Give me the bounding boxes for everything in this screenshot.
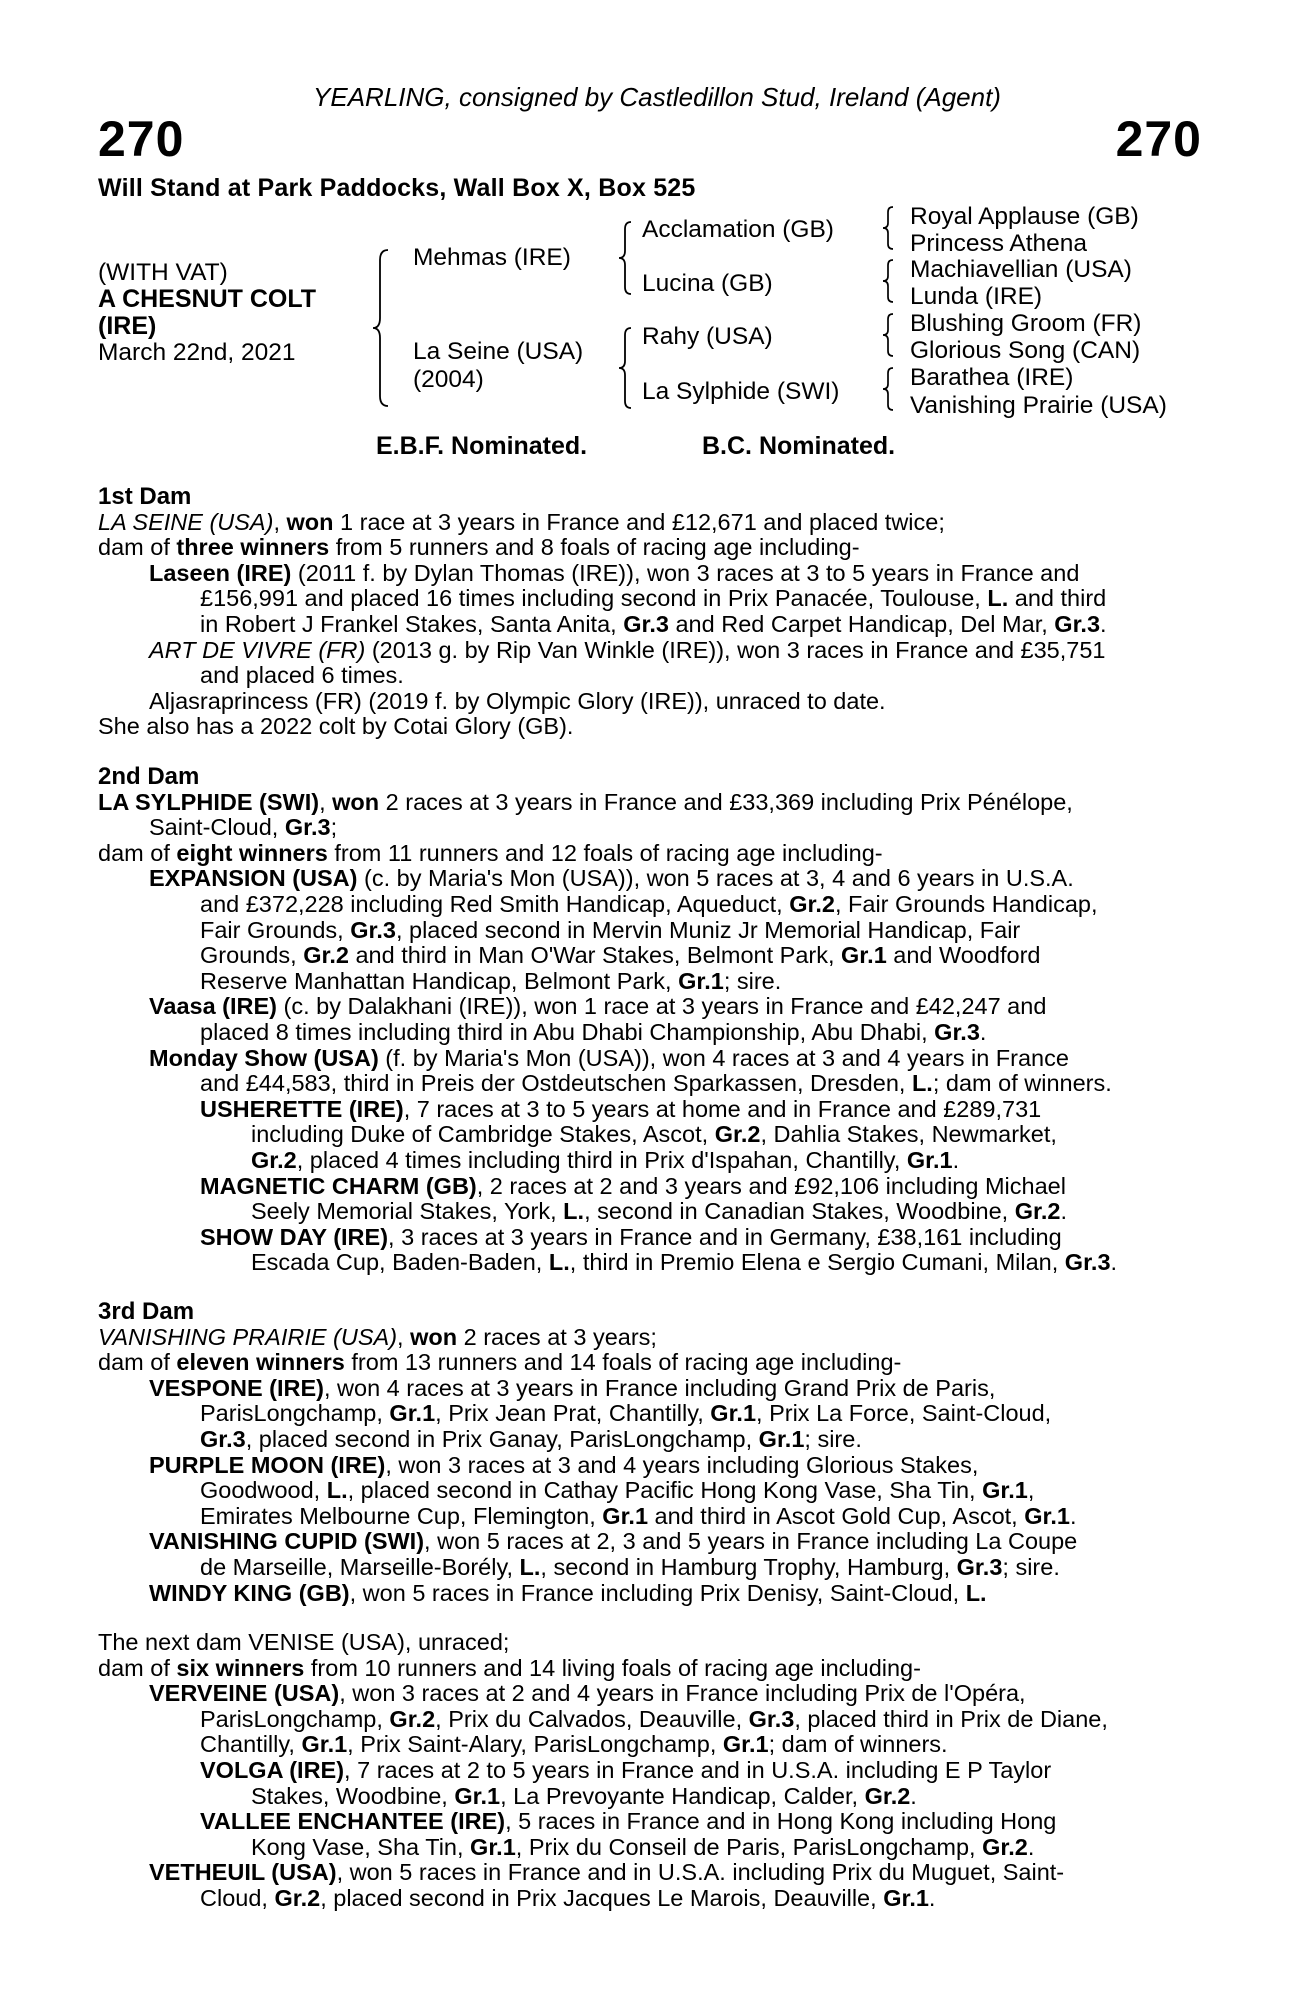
section-heading: 3rd Dam	[98, 1298, 195, 1325]
text: ; sire.	[804, 1425, 862, 1452]
text: and third in Ascot Gold Cup, Ascot,	[648, 1502, 1025, 1529]
progeny-name: MAGNETIC CHARM (GB)	[200, 1172, 477, 1199]
text: 2 races at 3 years;	[457, 1323, 657, 1350]
g3-brace-2	[880, 258, 896, 304]
text: .	[1069, 1502, 1077, 1529]
horse-dob: March 22nd, 2021	[98, 339, 296, 366]
text: 2 races at 3 years in France and £33,369 including Prix Pénélope,	[379, 788, 1073, 815]
dam-brace	[616, 326, 634, 410]
text: (c. by Maria's Mon (USA)), won 5 races at 3, 4 and 6 years in U.S.A.	[357, 865, 1074, 892]
text: and placed 6 times.	[200, 662, 404, 689]
sire-sire: Acclamation (GB)	[642, 216, 834, 243]
text: Gr.2	[714, 1121, 761, 1148]
text: (2013 g. by Rip Van Winkle (IRE)), won 3 races in France and £35,751	[365, 636, 1106, 663]
text: ;	[330, 814, 338, 841]
text: in Robert J Frankel Stakes, Santa Anita,	[200, 610, 624, 637]
text: dam of	[98, 534, 177, 561]
text: Gr.2	[864, 1782, 911, 1809]
text: £156,991 and placed 16 times including second in Prix Panacée, Toulouse,	[200, 585, 988, 612]
text: ParisLongchamp,	[200, 1400, 390, 1427]
text: Emirates Melbourne Cup, Flemington,	[200, 1502, 603, 1529]
text: Aljasraprincess (FR) (2019 f. by Olympic Glory (IRE)), unraced to date.	[149, 687, 886, 714]
text: , Prix du Calvados, Deauville,	[435, 1705, 749, 1732]
text: Gr.2	[389, 1705, 436, 1732]
text: Cloud,	[200, 1884, 275, 1911]
lot-number-right: 270	[1115, 111, 1202, 167]
text: ; sire.	[1002, 1553, 1060, 1580]
text: three winners	[176, 534, 330, 561]
horse-name-suffix: (IRE)	[98, 312, 157, 340]
text: , 5 races in France and in Hong Kong including Hong	[505, 1808, 1057, 1835]
text: from 5 runners and 8 foals of racing age including-	[329, 534, 860, 561]
g3-1: Royal Applause (GB)	[910, 203, 1139, 230]
text: Fair Grounds,	[200, 916, 351, 943]
text: Gr.2	[251, 1146, 297, 1173]
progeny-name: PURPLE MOON (IRE)	[149, 1451, 386, 1478]
g3-6: Glorious Song (CAN)	[910, 337, 1141, 364]
text: six winners	[176, 1654, 305, 1681]
lot-number-left: 270	[98, 111, 185, 167]
text: Gr.2	[274, 1884, 321, 1911]
text: Gr.3	[350, 916, 396, 943]
text: , won 4 races at 3 years in France including Grand Prix de Paris,	[323, 1374, 996, 1401]
text: won	[332, 788, 380, 815]
dam-name: LA SYLPHIDE (SWI)	[98, 788, 320, 815]
text: L.	[548, 1249, 570, 1276]
text: (f. by Maria's Mon (USA)), won 4 races at 3 and 4 years in France	[378, 1044, 1069, 1071]
text: .	[952, 1146, 960, 1173]
dam: La Seine (USA)	[413, 338, 584, 365]
text: Gr.3	[200, 1425, 246, 1452]
text: , La Prevoyante Handicap, Calder,	[500, 1782, 865, 1809]
text: , placed 4 times including third in Prix d'Ispahan, Chantilly,	[296, 1146, 907, 1173]
progeny-name: VALLEE ENCHANTEE (IRE)	[200, 1808, 506, 1835]
text: Grounds,	[200, 942, 304, 969]
progeny-name: VOLGA (IRE)	[200, 1756, 345, 1783]
g3-4: Lunda (IRE)	[910, 283, 1043, 310]
text: ,	[319, 788, 333, 815]
text: Gr.2	[303, 942, 349, 969]
progeny-name: SHOW DAY (IRE)	[200, 1223, 389, 1250]
text: from 11 runners and 12 foals of racing age including-	[327, 839, 883, 866]
text: Gr.3	[623, 610, 669, 637]
third-dam-section	[98, 1299, 1206, 1606]
text: , won 5 races in France and in U.S.A. including Prix du Muguet, Saint-	[336, 1859, 1065, 1886]
bc-nomination: B.C. Nominated.	[702, 432, 896, 460]
text: She also has a 2022 colt by Cotai Glory (GB).	[98, 713, 574, 740]
text: Seely Memorial Stakes, York,	[251, 1198, 564, 1225]
text: .	[1110, 1249, 1118, 1276]
text: .	[1027, 1833, 1035, 1860]
text: Gr.1	[722, 1731, 769, 1758]
text: including Duke of Cambridge Stakes, Ascot,	[251, 1121, 715, 1148]
second-dam-section	[98, 764, 1206, 1276]
text: L.	[965, 1579, 987, 1606]
text: , 7 races at 3 to 5 years at home and in France and £289,731	[403, 1095, 1042, 1122]
text: Gr.3	[1054, 610, 1101, 637]
text: , 3 races at 3 years in France and in Germany, £38,161 including	[388, 1223, 1062, 1250]
text: ,	[273, 508, 287, 535]
text: Gr.1	[1024, 1502, 1070, 1529]
text: Gr.3	[956, 1553, 1003, 1580]
section-heading: 2nd Dam	[98, 763, 200, 790]
text: , 2 races at 2 and 3 years and £92,106 including Michael	[476, 1172, 1066, 1199]
vat-note: (WITH VAT)	[98, 259, 228, 286]
g3-8: Vanishing Prairie (USA)	[910, 392, 1167, 419]
text: , won 3 races at 2 and 4 years in France including Prix de l'Opéra,	[339, 1680, 1026, 1707]
text: Gr.1	[301, 1731, 348, 1758]
progeny-name: Monday Show (USA)	[149, 1044, 379, 1071]
progeny-name: Laseen (IRE)	[149, 559, 292, 586]
text: Gr.1	[710, 1400, 757, 1427]
text: , Prix Jean Prat, Chantilly,	[435, 1400, 711, 1427]
text: Saint-Cloud,	[149, 814, 285, 841]
text: Kong Vase, Sha Tin,	[251, 1833, 471, 1860]
progeny-name: EXPANSION (USA)	[149, 865, 358, 892]
text: Gr.2	[789, 890, 835, 917]
progeny-name: ART DE VIVRE (FR)	[149, 636, 366, 663]
dam-dam: La Sylphide (SWI)	[642, 378, 840, 405]
text: L.	[563, 1198, 585, 1225]
text: Gr.1	[454, 1782, 501, 1809]
text: and £44,583, third in Preis der Ostdeutschen Sparkassen, Dresden,	[200, 1070, 912, 1097]
text: L.	[519, 1553, 541, 1580]
text: L.	[987, 585, 1009, 612]
text: Reserve Manhattan Handicap, Belmont Park,	[200, 967, 679, 994]
text: placed 8 times including third in Abu Dhabi Championship, Abu Dhabi,	[200, 1018, 935, 1045]
progeny-name: WINDY KING (GB)	[149, 1579, 350, 1606]
text: Gr.1	[883, 1884, 929, 1911]
text: Goodwood,	[200, 1477, 327, 1504]
g3-brace-4	[880, 366, 896, 412]
text: Gr.1	[470, 1833, 516, 1860]
horse-name: A CHESNUT COLT	[98, 285, 317, 313]
text: Gr.1	[841, 942, 887, 969]
text: eight winners	[176, 839, 328, 866]
text: .	[928, 1884, 936, 1911]
text: Gr.1	[678, 967, 724, 994]
text: .	[979, 1018, 987, 1045]
text: Gr.3	[284, 814, 331, 841]
progeny-name: VANISHING CUPID (SWI)	[149, 1528, 425, 1555]
dam-sire: Rahy (USA)	[642, 323, 773, 350]
text: , second in Canadian Stakes, Woodbine,	[584, 1198, 1015, 1225]
pedigree-brace	[370, 248, 392, 408]
text: Gr.1	[982, 1477, 1028, 1504]
text: and £372,228 including Red Smith Handicap, Aqueduct,	[200, 890, 790, 917]
text: Gr.3	[934, 1018, 980, 1045]
text: and third	[1008, 585, 1107, 612]
text: Gr.1	[389, 1400, 436, 1427]
g3-brace-3	[880, 312, 896, 358]
text: won	[410, 1323, 458, 1350]
section-heading: 1st Dam	[98, 483, 192, 510]
first-dam-section	[98, 484, 1206, 740]
text: The next dam VENISE (USA), unraced;	[98, 1629, 510, 1655]
text: ; dam of winners.	[932, 1070, 1112, 1097]
g3-7: Barathea (IRE)	[910, 364, 1074, 391]
dam-year: (2004)	[413, 366, 484, 393]
dam-name: LA SEINE (USA)	[98, 508, 274, 535]
text: and Woodford	[886, 942, 1041, 969]
text: de Marseille, Marseille-Borély,	[200, 1553, 520, 1580]
text: Gr.1	[758, 1425, 805, 1452]
dam-name: VANISHING PRAIRIE (USA)	[98, 1323, 398, 1350]
text: L.	[326, 1477, 348, 1504]
text: , placed second in Prix Ganay, ParisLongchamp,	[245, 1425, 759, 1452]
text: , Prix Saint-Alary, ParisLongchamp,	[347, 1731, 723, 1758]
text: Gr.1	[602, 1502, 649, 1529]
stand-location: Will Stand at Park Paddocks, Wall Box X, Box 525	[98, 174, 696, 202]
text: , placed third in Prix de Diane,	[794, 1705, 1108, 1732]
text: from 13 runners and 14 foals of racing age including-	[344, 1349, 902, 1376]
g3-5: Blushing Groom (FR)	[910, 310, 1142, 337]
sire-dam: Lucina (GB)	[642, 270, 773, 297]
text: Gr.3	[1064, 1249, 1111, 1276]
progeny-name: VERVEINE (USA)	[149, 1680, 340, 1707]
text: (2011 f. by Dylan Thomas (IRE)), won 3 races at 3 to 5 years in France and	[291, 559, 1080, 586]
text: L.	[911, 1070, 933, 1097]
text: (c. by Dalakhani (IRE)), won 1 race at 3 years in France and £42,247 and	[277, 993, 1047, 1020]
text: .	[1100, 610, 1107, 637]
text: dam of	[98, 1349, 177, 1376]
ebf-nomination: E.B.F. Nominated.	[376, 432, 588, 460]
text: Stakes, Woodbine,	[251, 1782, 455, 1809]
text: and Red Carpet Handicap, Del Mar,	[668, 610, 1055, 637]
text: , second in Hamburg Trophy, Hamburg,	[540, 1553, 957, 1580]
text: , Prix La Force, Saint-Cloud,	[756, 1400, 1052, 1427]
sire: Mehmas (IRE)	[413, 244, 571, 271]
text: Gr.1	[906, 1146, 953, 1173]
text: ; sire.	[723, 967, 782, 994]
text: , Prix du Conseil de Paris, ParisLongchamp,	[515, 1833, 983, 1860]
text: ,	[1027, 1477, 1035, 1504]
consignment-line: YEARLING, consigned by Castledillon Stud, Ireland (Agent)	[313, 82, 1001, 112]
text: , third in Premio Elena e Sergio Cumani, Milan,	[569, 1249, 1065, 1276]
text: eleven winners	[176, 1349, 345, 1376]
text: from 10 runners and 14 living foals of racing age including-	[304, 1654, 921, 1681]
next-dam-section	[98, 1630, 1206, 1912]
text: Chantilly,	[200, 1731, 302, 1758]
text: and third in Man O'War Stakes, Belmont Park,	[348, 942, 842, 969]
text: , placed second in Prix Jacques Le Marois, Deauville,	[320, 1884, 884, 1911]
text: dam of	[98, 1654, 177, 1681]
text: .	[1060, 1198, 1068, 1225]
g3-brace-1	[880, 205, 896, 251]
text: dam of	[98, 839, 177, 866]
text: Gr.2	[1014, 1198, 1061, 1225]
text: Gr.3	[748, 1705, 795, 1732]
text: ; dam of winners.	[768, 1731, 948, 1758]
text: won	[286, 508, 334, 535]
text: Escada Cup, Baden-Baden,	[251, 1249, 549, 1276]
progeny-name: VESPONE (IRE)	[149, 1374, 324, 1401]
text: , placed second in Mervin Muniz Jr Memorial Handicap, Fair	[395, 916, 1021, 943]
g3-2: Princess Athena	[910, 230, 1088, 257]
progeny-name: USHERETTE (IRE)	[200, 1095, 404, 1122]
g3-3: Machiavellian (USA)	[910, 256, 1132, 283]
progeny-name: VETHEUIL (USA)	[149, 1859, 337, 1886]
text: , won 3 races at 3 and 4 years including Glorious Stakes,	[385, 1451, 979, 1478]
sire-brace	[616, 220, 634, 296]
text: ,	[397, 1323, 411, 1350]
text: , won 5 races in France including Prix Denisy, Saint-Cloud,	[349, 1579, 966, 1606]
text: ParisLongchamp,	[200, 1705, 390, 1732]
text: , won 5 races at 2, 3 and 5 years in France including La Coupe	[424, 1528, 1078, 1555]
text: Gr.2	[982, 1833, 1028, 1860]
text: , placed second in Cathay Pacific Hong Kong Vase, Sha Tin,	[347, 1477, 983, 1504]
text: , 7 races at 2 to 5 years in France and in U.S.A. including E P Taylor	[344, 1756, 1052, 1783]
text: , Dahlia Stakes, Newmarket,	[760, 1121, 1057, 1148]
progeny-name: Vaasa (IRE)	[149, 993, 278, 1020]
text: .	[910, 1782, 917, 1809]
text: 1 race at 3 years in France and £12,671 and placed twice;	[333, 508, 945, 535]
text: , Fair Grounds Handicap,	[834, 890, 1098, 917]
